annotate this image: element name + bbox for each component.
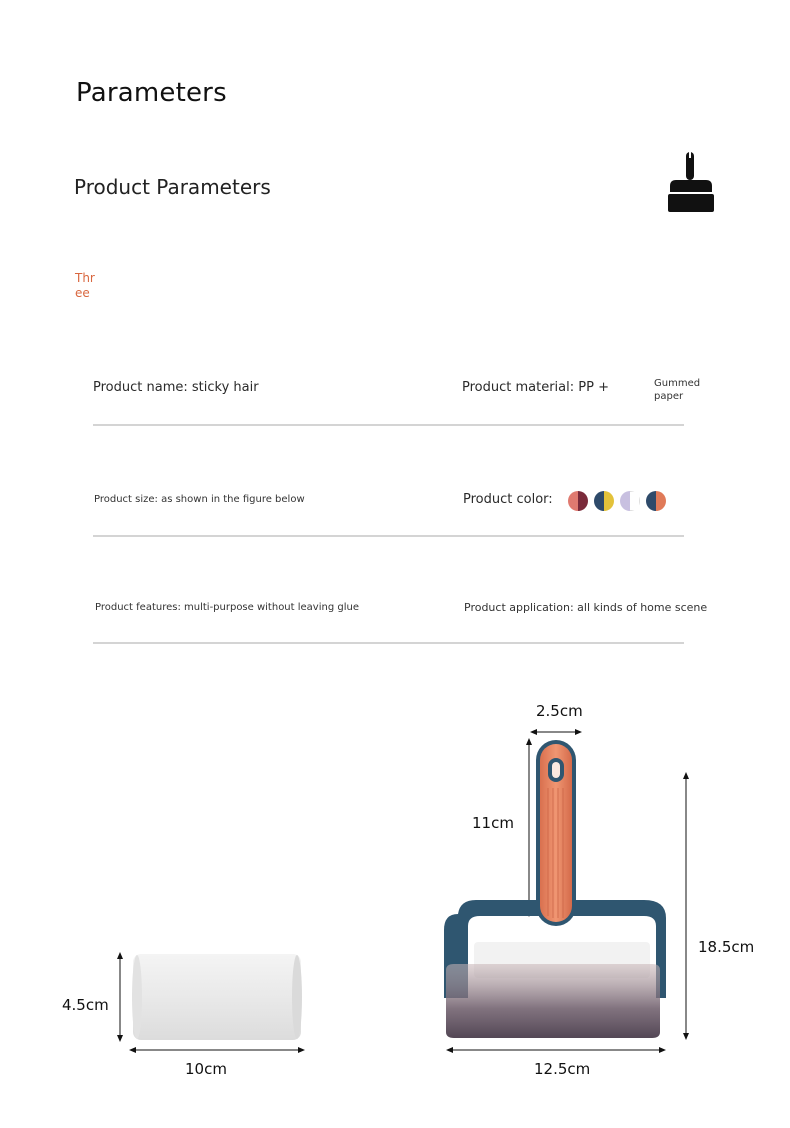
color-swatch-4	[646, 491, 666, 511]
lint-roller-illustration	[430, 720, 700, 1060]
color-swatch-1	[568, 491, 588, 511]
spec-color-label: Product color:	[463, 492, 553, 507]
divider	[93, 642, 684, 644]
section-tag: Three	[75, 271, 95, 300]
section-title: Product Parameters	[74, 175, 271, 199]
color-swatch-2	[594, 491, 614, 511]
spec-material-extra: Gummed paper	[654, 378, 701, 402]
dim-roller-width: 12.5cm	[534, 1060, 591, 1078]
color-swatches	[568, 490, 672, 511]
dim-total-height: 18.5cm	[698, 938, 755, 956]
lint-roller-icon	[664, 150, 718, 216]
spec-product-application: Product application: all kinds of home scene	[464, 601, 708, 614]
divider	[93, 424, 684, 426]
refill-roll-illustration	[110, 940, 320, 1065]
color-swatch-3	[620, 491, 640, 511]
dim-refill-height: 4.5cm	[62, 996, 109, 1014]
dim-handle-length: 11cm	[472, 814, 514, 832]
page-title: Parameters	[76, 78, 227, 108]
divider	[93, 535, 684, 537]
spec-product-features: Product features: multi-purpose without leaving glue	[95, 602, 359, 613]
spec-product-name: Product name: sticky hair	[93, 380, 259, 395]
dim-handle-width: 2.5cm	[536, 702, 583, 720]
spec-product-size: Product size: as shown in the figure below	[94, 494, 305, 505]
dim-refill-width: 10cm	[185, 1060, 227, 1078]
spec-product-material: Product material: PP +	[462, 380, 609, 395]
